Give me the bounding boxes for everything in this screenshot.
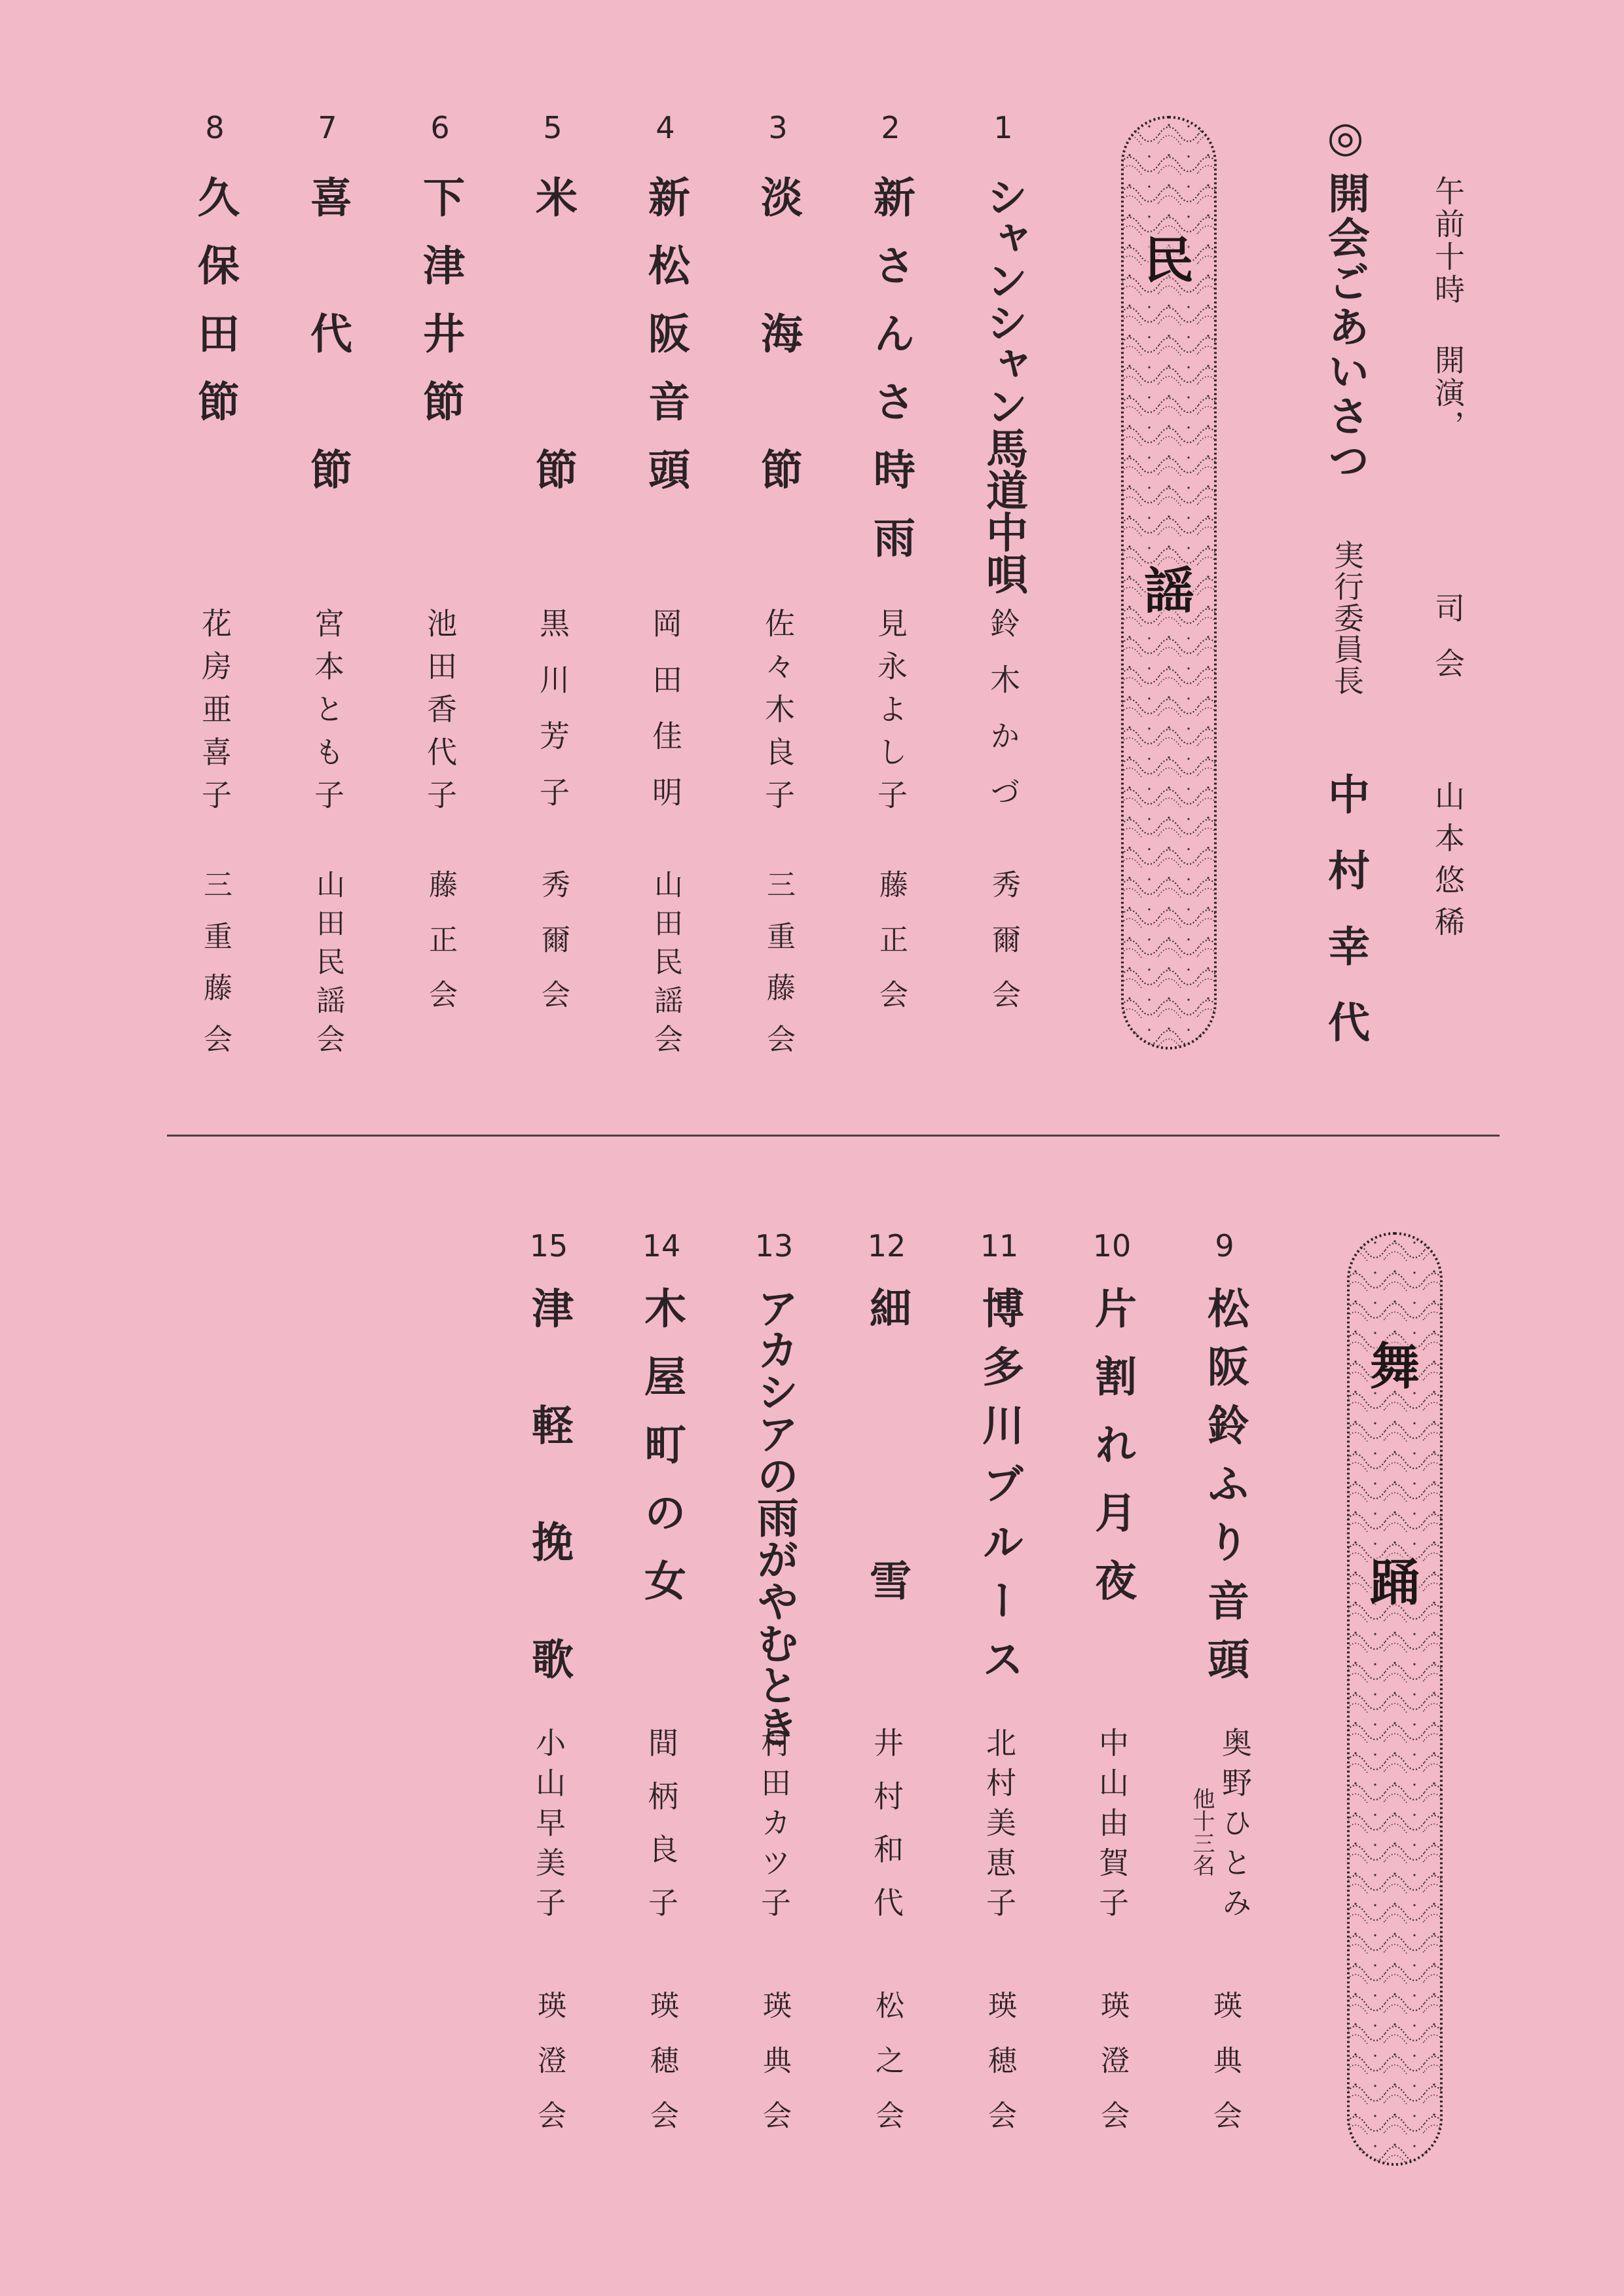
buyo-section-badge xyxy=(1346,1231,1444,2167)
item-performer: 花房亜喜子 xyxy=(197,608,232,822)
item-performer: 池田香代子 xyxy=(422,608,458,822)
opening-mark: ◎ xyxy=(1321,113,1370,162)
item-group: 瑛澄会 xyxy=(1096,1990,1129,2155)
minyo-label-bottom: 謡 xyxy=(1144,562,1194,620)
item-title: 新さんさ時雨 xyxy=(866,175,915,584)
minyo-label-top: 民 xyxy=(1144,231,1194,289)
item-number: 6 xyxy=(430,110,450,145)
item-group: 瑛穂会 xyxy=(645,1990,678,2155)
item-group: 三重藤会 xyxy=(762,869,795,1076)
item-title: 博多川ブルース xyxy=(975,1286,1024,1696)
chair-role: 実行委員長 xyxy=(1329,539,1365,697)
item-title: 津 軽 挽 歌 xyxy=(525,1286,574,1696)
item-performer: 見永よし子 xyxy=(873,608,908,822)
item-group: 松之会 xyxy=(870,1990,904,2155)
item-title: 久保田節 xyxy=(191,175,240,448)
item-performer: 中山由賀子 xyxy=(1094,1727,1130,1927)
section-divider xyxy=(167,1135,1500,1137)
buyo-label-top: 舞 xyxy=(1370,1338,1420,1396)
opening-title: 開会ごあいさつ xyxy=(1321,172,1370,483)
item-title: 米 節 xyxy=(528,175,578,516)
item-group: 瑛穂会 xyxy=(983,1990,1016,2155)
item-title: 下津井節 xyxy=(416,175,465,448)
item-group: 三重藤会 xyxy=(198,869,232,1076)
item-title: 片割れ月夜 xyxy=(1088,1286,1137,1627)
emcee-role: 司会 xyxy=(1430,592,1466,702)
item-number: 4 xyxy=(655,110,675,145)
item-performer: 宮本とも子 xyxy=(310,608,345,822)
item-number: 10 xyxy=(1092,1228,1132,1264)
item-number: 12 xyxy=(867,1228,906,1264)
item-group: 藤正会 xyxy=(874,869,908,1034)
buyo-label-bottom: 踊 xyxy=(1370,1554,1420,1612)
emcee-name: 山本悠稀 xyxy=(1430,780,1466,948)
item-number: 1 xyxy=(993,110,1013,145)
item-group: 山田民謡会 xyxy=(649,869,682,1063)
item-group: 瑛澄会 xyxy=(532,1990,566,2155)
item-title: アカシアの雨がやむとき xyxy=(750,1286,799,1747)
item-number: 5 xyxy=(543,110,563,145)
item-number: 15 xyxy=(529,1228,568,1264)
item-number: 8 xyxy=(205,110,225,145)
item-performer: 小山早美子 xyxy=(531,1727,566,1927)
item-title: 喜 代 節 xyxy=(303,175,352,516)
item-number: 7 xyxy=(318,110,337,145)
item-title: 新松阪音頭 xyxy=(641,175,690,516)
item-number: 14 xyxy=(642,1228,681,1264)
item-number: 2 xyxy=(881,110,900,145)
item-title: 木屋町の女 xyxy=(637,1286,686,1627)
item-performer: 奥野ひとみ xyxy=(1217,1727,1253,1927)
item-performer: 黒川芳子 xyxy=(535,608,570,833)
item-group: 山田民謡会 xyxy=(311,869,344,1063)
item-performer: 村田カツ子 xyxy=(756,1727,792,1927)
item-performer: 北村美恵子 xyxy=(982,1727,1017,1927)
item-group: 秀爾会 xyxy=(536,869,570,1034)
chair-name: 中村幸代 xyxy=(1321,773,1370,1076)
start-time: 午前十時 開演， xyxy=(1430,175,1466,443)
item-performer: 井村和代 xyxy=(869,1727,904,1941)
item-performer: 岡田佳明 xyxy=(648,608,683,833)
item-number: 9 xyxy=(1215,1228,1234,1264)
item-title: シャンシャン馬道中唄 xyxy=(979,175,1028,594)
item-performer: 鈴木かづ xyxy=(986,608,1021,833)
item-performer: 佐々木良子 xyxy=(760,608,796,822)
minyo-section-badge xyxy=(1120,115,1218,1051)
item-number: 3 xyxy=(768,110,788,145)
item-title: 松阪鈴ふり音頭 xyxy=(1200,1286,1249,1696)
item-group: 秀爾会 xyxy=(987,869,1020,1034)
item-performer-extra: 他十三名 xyxy=(1189,1787,1215,1876)
item-number: 13 xyxy=(754,1228,794,1264)
item-title: 細 雪 xyxy=(862,1286,912,1627)
item-title: 淡 海 節 xyxy=(754,175,803,516)
item-group: 瑛典会 xyxy=(758,1990,791,2155)
item-group: 藤正会 xyxy=(424,869,457,1034)
item-number: 11 xyxy=(980,1228,1019,1264)
item-performer: 間柄良子 xyxy=(644,1727,679,1941)
item-group: 瑛典会 xyxy=(1208,1990,1242,2155)
